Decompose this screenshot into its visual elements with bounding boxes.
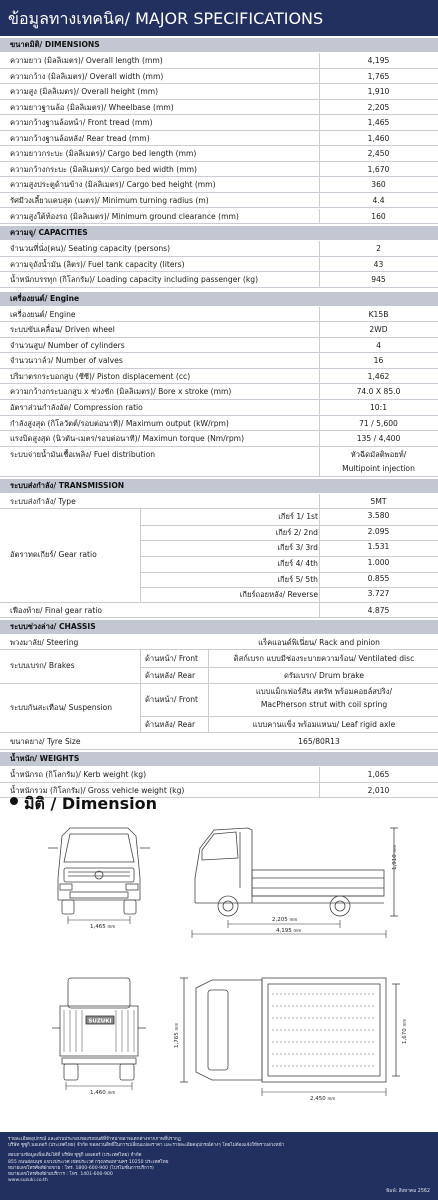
footer-disclaimer-2: บริษัท ซูซูกิ มอเตอร์ (ประเทศไทย) จำกัด ขอสงวนสิทธิ์ในการเปลี่ยนแปลงราคา และรายละเอียดอุปกรณ์ต่างๆ โดยไม่ต้องแจ้งให้ทราบล่วงหน้า [8,1143,285,1149]
overall-height-label: 1,910 mm [392,844,398,870]
spec-value: Multipoint injection [342,463,415,473]
spec-value: 5MT [370,496,387,506]
spec-label: จำนวนวาล์ว/ Number of valves [10,356,123,366]
dimensions-row [0,84,438,100]
bullet-icon [10,797,18,805]
gear-value: 2.095 [367,526,390,536]
spec-label: ความสูงใต้ท้องรถ (มิลลิเมตร)/ Minimum ground clearance (mm) [10,211,239,221]
spec-label: ขนาดยาง/ Tyre Size [10,737,81,747]
dimensions-row [0,100,438,116]
gear-label: เกียร์ 3/ 3rd [277,543,318,553]
row-divider [140,525,438,526]
spec-value: 2WD [369,325,388,335]
gear-value: 0.855 [367,573,390,583]
gear-label: เกียร์ 2/ 2nd [275,527,318,537]
spec-label: ระบบเบรก/ Brakes [10,661,75,671]
spec-label: น้ำหนักรวม (กิโลกรัม)/ Gross vehicle weight (kg) [10,785,185,795]
dimensions-row [0,131,438,147]
spec-label: จำนวนที่นั่ง(คน)/ Seating capacity (persons) [10,244,171,254]
bed-length-label: 2,450 mm [310,1096,336,1102]
dimensions-row [0,162,438,178]
transmission-type-row [0,494,438,510]
spec-label: ความสูง (มิลลิเมตร)/ Overall height (mm) [10,87,159,97]
gear-label: เกียร์ 4/ 4th [277,558,318,568]
tyre-row [0,733,438,750]
row-divider [140,540,438,541]
dimensions-row [0,146,438,162]
spec-label: ความยาวกระบะ (มิลลิเมตร)/ Cargo bed length (mm) [10,149,197,159]
spec-value: 1,910 [367,87,390,97]
spec-value: 43 [373,259,384,269]
spec-label: ปริมาตรกระบอกสูบ (ซีซี)/ Piston displacement (cc) [10,371,191,381]
spec-value: 16 [373,356,384,366]
overall-length-label: 4,195 mm [276,928,302,934]
spec-value: 945 [371,275,386,285]
spec-value: 1,670 [367,164,390,174]
footer-disclaimer-1: รายละเอียดอุปกรณ์ และส่วนประกอบของรถยนต์ที่จำหน่ายอาจแตกต่างจากภาพที่ปรากฏ [8,1137,181,1142]
fuel-distribution-row [0,447,438,477]
spec-value: ดิสก์เบรก แบบมีช่องระบายความร้อน/ Ventilated disc [233,653,415,663]
spec-label: กำลังสูงสุด (กิโลวัตต์/รอบต่อนาที)/ Maximum output (kW/rpm) [10,418,229,428]
spec-value: 71 / 5,600 [359,418,398,428]
gear-value: 3.727 [367,589,390,599]
tailgate-logo: SUZUKI [88,1018,112,1025]
spec-value: 1,765 [367,71,390,81]
spec-label: ความกว้างฐานล้อหลัง/ Rear tread (mm) [10,133,150,143]
gear-ratio-block [0,509,438,603]
spec-label: อัตราส่วนกำลังอัด/ Compression ratio [10,403,143,412]
dimensions-row [0,69,438,85]
spec-label: ความสูงประตูด้านข้าง (มิลลิเมตร)/ Cargo bed height (mm) [10,180,216,190]
gear-label: เกียร์ 1/ 1st [278,512,318,522]
spec-label: เฟืองท้าย/ Final gear ratio [10,605,103,615]
section-weights: น้ำหนัก/ WEIGHTS [0,752,438,766]
rear-view-drawing [52,978,146,1080]
row-divider [140,587,438,588]
top-view-drawing [180,978,400,1082]
spec-label: ความจุถังน้ำมัน (ลิตร)/ Fuel tank capacity (liters) [10,259,185,269]
engine-row [0,416,438,432]
spec-label: ความยาวฐานล้อ (มิลลิเมตร)/ Wheelbase (mm) [10,102,174,112]
print-date: พิมพ์: สิงหาคม 2562 [386,1188,430,1194]
final-gear-row [0,603,438,619]
spec-value: แร็คแอนด์พิเนี่ยน/ Rack and pinion [258,638,380,648]
section-engine: เครื่องยนต์/ Engine [0,292,438,306]
spec-label: ความกว้างกระบะ (มิลลิเมตร)/ Cargo bed width (mm) [10,164,197,174]
spec-value: ดรัมเบรก/ Drum brake [283,670,365,680]
row-divider [140,716,438,717]
section-capacities: ความจุ/ CAPACITIES [0,226,438,240]
engine-row [0,431,438,447]
row-divider [140,572,438,573]
wheelbase-label: 2,205 mm [272,917,298,923]
spec-label: ความกว้าง (มิลลิเมตร)/ Overall width (mm) [10,71,164,81]
row-divider [140,556,438,557]
gear-value: 3.580 [367,511,390,521]
weights-row [0,767,438,783]
spec-label: พวงมาลัย/ Steering [10,638,79,648]
column-divider [140,684,141,732]
rear-tread-label: 1,460 mm [90,1090,116,1096]
dimensions-row [0,115,438,131]
brakes-block [0,650,438,684]
front-tread-label: 1,465 mm [90,924,116,930]
spec-label: จำนวนสูบ/ Number of cylinders [10,340,125,350]
engine-row [0,322,438,338]
spec-value: 2,450 [367,149,390,159]
footer-website-link[interactable]: www.suzuki.co.th [8,1178,48,1184]
section-transmission: ระบบส่งกำลัง/ TRANSMISSION [0,479,438,493]
row-divider [140,667,438,668]
footer-sales-phone: หมายเลขโทรศัพท์ฝ่ายขาย : โทร. 1800-600-900 (โปรโมชั่นการบริการ) [8,1165,154,1171]
capacities-row [0,257,438,273]
spec-value: K15B [368,309,389,319]
capacities-row [0,272,438,288]
steering-row [0,635,438,650]
spec-label: น้ำหนักบรรทุก (กิโลกรัม)/ Loading capacity including passenger (kg) [10,275,259,285]
spec-value: 2 [376,244,381,254]
dimensions-row [0,193,438,209]
spec-label: ระบบจ่ายน้ำมันเชื้อเพลิง/ Fuel distribution [10,449,156,459]
spec-label: ความยาว (มิลลิเมตร)/ Overall length (mm) [10,56,163,65]
spec-value: 1,465 [367,118,390,128]
spec-label: อัตราทดเกียร์/ Gear ratio [10,549,97,559]
position-label: ด้านหน้า/ Front [145,695,199,705]
gear-value: 1.000 [367,557,390,567]
spec-label: ความกว้างกระบอกสูบ x ช่วงชัก (มิลลิเมตร)/ Bore x stroke (mm) [10,387,232,397]
column-divider [208,684,209,732]
section-chassis: ระบบช่วงล่าง/ CHASSIS [0,620,438,634]
bed-width-label: 1,670 mm [402,1018,408,1044]
spec-value: 1,460 [367,133,390,143]
spec-value: 4 [376,340,381,350]
engine-row [0,400,438,416]
spec-value: หัวฉีดมัลติพอยท์/ [350,449,407,459]
engine-row [0,353,438,369]
spec-value: 360 [371,180,386,190]
engine-row [0,338,438,354]
dimensions-row [0,209,438,225]
spec-value: 4.875 [367,605,390,615]
spec-label: ความกว้างฐานล้อหน้า/ Front tread (mm) [10,118,153,128]
dimension-drawings [0,818,438,1130]
position-label: ด้านหลัง/ Rear [145,670,196,680]
section-dimensions: ขนาดมิติ/ DIMENSIONS [0,38,438,52]
spec-value: 165/80R13 [298,737,340,747]
footer-address: 855 ถนนอ่อนนุช แขวงประเวศ เขตประเวศ กรุงเทพมหานคร 10250 ประเทศไทย [8,1159,169,1165]
dimension-title: มิติ / Dimension [24,794,157,813]
spec-value: 2,205 [367,102,390,112]
spec-value: 1,462 [367,371,390,381]
spec-label: ระบบกันสะเทือน/ Suspension [10,702,113,712]
spec-value: 1,065 [367,770,390,780]
position-label: ด้านหน้า/ Front [145,653,199,663]
spec-value: แบบแม็กเฟอร์สัน สตรัท พร้อมคอยล์สปริง/ [255,687,393,697]
gear-value: 1.531 [367,542,390,552]
gear-label: เกียร์ 5/ 5th [277,574,318,584]
gear-label: เกียร์ถอยหลัง/ Reverse [239,590,318,600]
side-view-drawing [195,828,398,916]
spec-value: 10:1 [369,403,388,412]
dimensions-row [0,53,438,69]
spec-value: 135 / 4,400 [356,434,401,444]
front-view-drawing [48,828,150,914]
spec-label: เครื่องยนต์/ Engine [10,309,76,319]
spec-label: ระบบส่งกำลัง/ Type [10,496,76,506]
capacities-row [0,241,438,257]
spec-value: 2,010 [367,785,390,795]
spec-value: 4.4 [372,195,385,205]
spec-label: รัศมีวงเลี้ยวแคบสุด (เมตร)/ Minimum turning radius (m) [10,195,209,205]
footer [0,1132,438,1200]
engine-row [0,384,438,400]
position-label: ด้านหลัง/ Rear [145,719,196,729]
engine-row [0,307,438,323]
footer-service-phone: หมายเลขโทรศัพท์ฝ่ายบริการ : โทร. 1401-600-900 [8,1172,113,1178]
spec-value: 74.0 X 85.0 [356,387,401,397]
suspension-block [0,684,438,733]
spec-value: 160 [371,211,386,221]
dimensions-row [0,177,438,193]
spec-value: 4,195 [367,56,390,65]
spec-value: MacPherson strut with coil spring [260,700,388,710]
spec-label: น้ำหนักรถ (กิโลกรัม)/ Kerb weight (kg) [10,770,147,780]
spec-label: ระบบขับเคลื่อน/ Driven wheel [10,325,115,335]
page-title: ข้อมูลทางเทคนิค/ MAJOR SPECIFICATIONS [0,0,438,36]
footer-contact: สอบถามข้อมูลเพิ่มเติมได้ที่ บริษัท ซูซูกิ มอเตอร์ (ประเทศไทย) จำกัด [8,1153,142,1159]
spec-value: แบบคานแข็ง พร้อมแหนบ/ Leaf rigid axle [252,719,396,729]
overall-width-label: 1,765 mm [174,1022,180,1048]
spec-label: แรงบิดสูงสุด (นิวตัน-เมตร/รอบต่อนาที)/ Maximun torque (Nm/rpm) [10,434,245,444]
engine-row [0,369,438,385]
